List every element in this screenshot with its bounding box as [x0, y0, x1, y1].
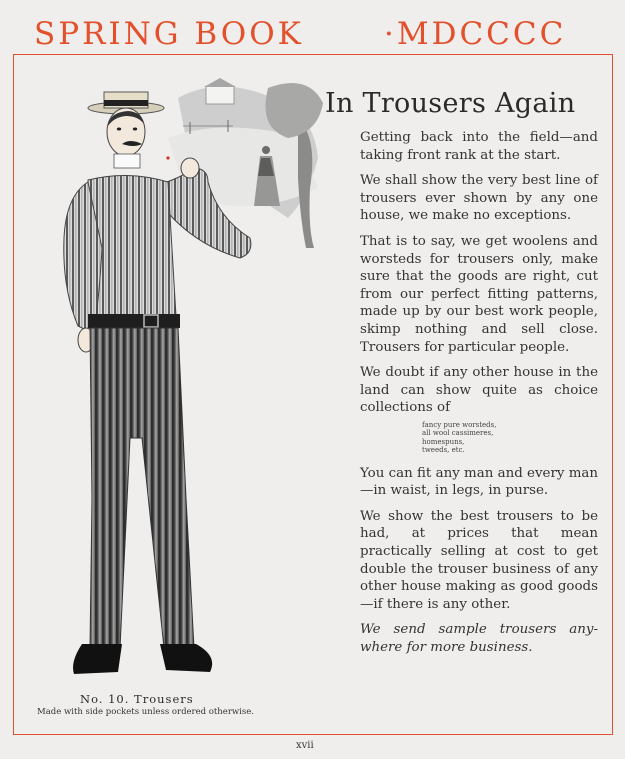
fabric-item: homespuns,: [422, 437, 465, 446]
paragraph-3: That is to say, we get woolens and worsteds for trousers only, make sure that the goods are right, cut from our perfect fitting patterns, made up by our best work people, skimp nothing and sell close. Trousers for particular people.: [360, 233, 598, 355]
paragraph-1: Getting back into the field—and taking front rank at the start.: [360, 130, 598, 163]
caption-title: No. 10. Trousers: [80, 692, 194, 706]
trousers-illustration: [18, 78, 323, 688]
page-header: [0, 12, 625, 56]
paragraph-6: We show the best trousers to be had, at prices that mean practically selling at cost to get double the trouser business of any other house making as good goods—if there is any other.: [360, 508, 598, 612]
paragraph-2: We shall show the very best line of trousers ever shown by any one house, we make no exceptions.: [360, 173, 598, 224]
fabric-item: fancy pure worsteds,: [422, 420, 497, 429]
header-date: ·MDCCCC: [384, 16, 567, 52]
header-title: SPRING BOOK: [34, 16, 304, 52]
fabric-list: [422, 421, 598, 455]
closing-line: We send sample trousers any-where for more business.: [360, 622, 598, 655]
page-number: xvii: [296, 740, 314, 751]
paragraph-5: You can fit any man and every man—in waist, in legs, in purse.: [360, 465, 598, 499]
fabric-item: all wool cassimeres,: [422, 429, 494, 438]
caption-note: Made with side pockets unless ordered otherwise.: [37, 707, 254, 717]
article-title: In Trousers Again: [325, 88, 576, 119]
paragraph-4: We doubt if any other house in the land can show quite as choice collections of: [360, 365, 598, 416]
article: [325, 88, 598, 664]
fabric-item: tweeds, etc.: [422, 446, 465, 455]
